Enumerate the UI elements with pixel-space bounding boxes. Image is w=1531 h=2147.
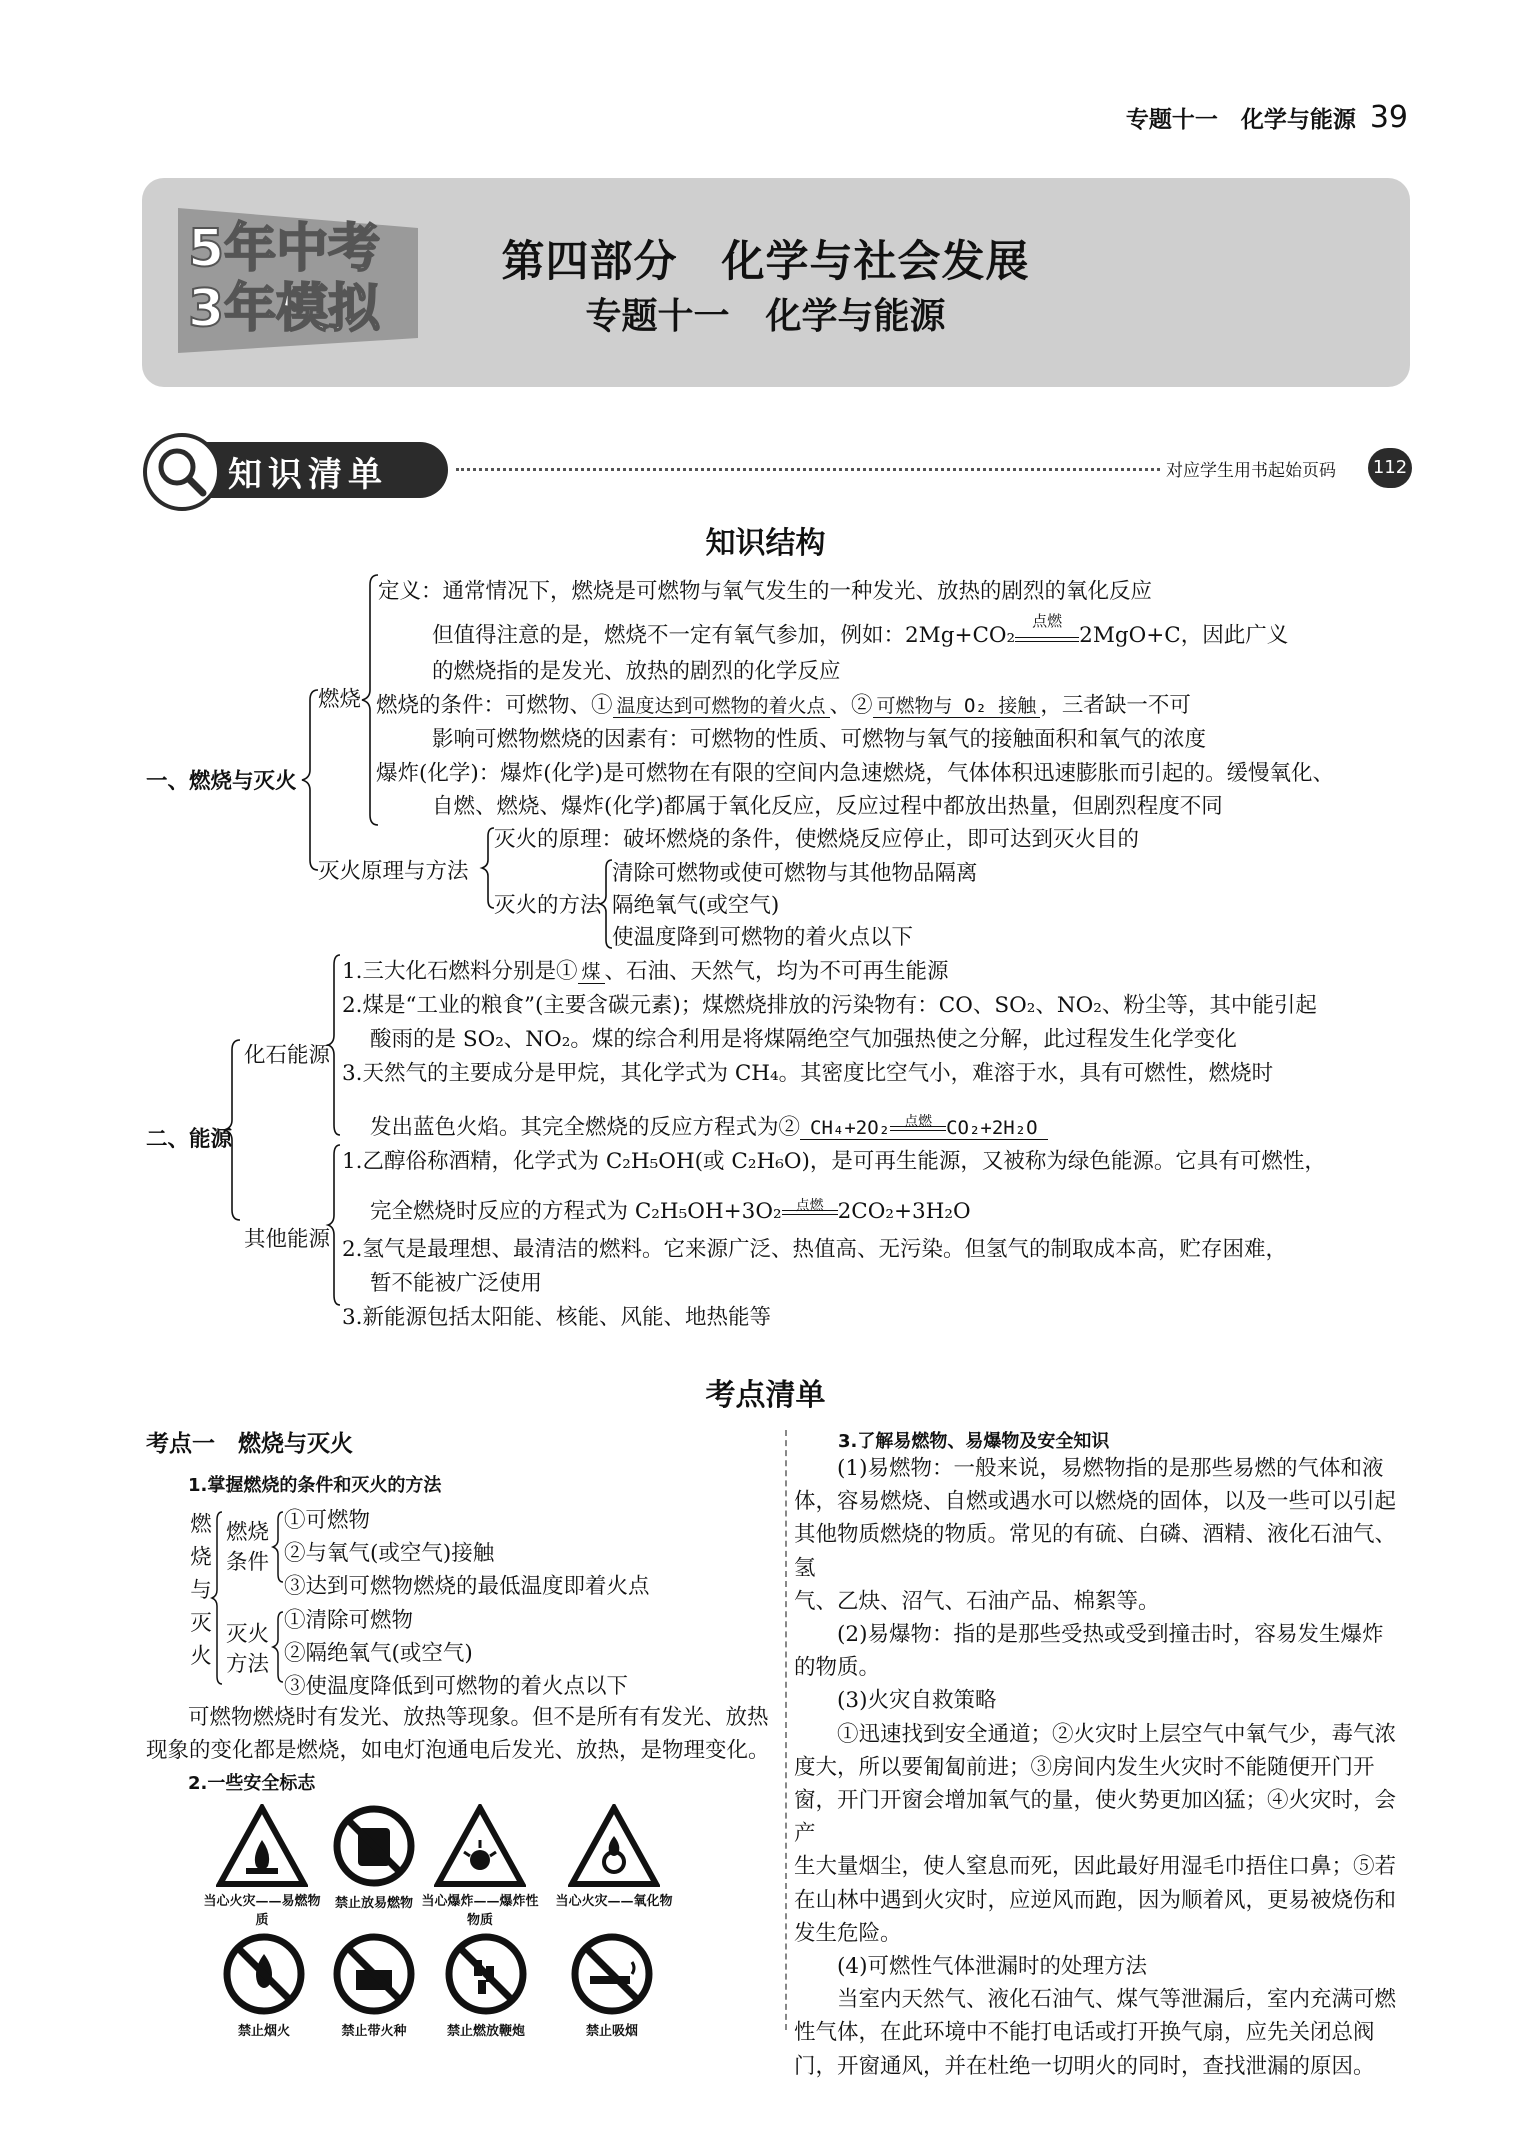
combustion-conditions: 燃烧的条件：可燃物、① 温度达到可燃物的着火点 、② 可燃物与 O₂ 接触 ，三者缺一不可 (376, 693, 1191, 718)
sign-caption: 禁止燃放鞭炮 (446, 2024, 525, 2039)
left-braces (0, 0, 800, 1720)
flammable-warning-icon (216, 1804, 308, 1888)
no-open-flame-icon (222, 1932, 306, 2016)
extinguish-principle: 灭火的原理：破坏燃烧的条件，使燃烧反应停止，即可达到灭火目的 (494, 827, 1140, 852)
sign-caption: 禁止烟火 (237, 2024, 290, 2039)
other-energy-label: 其他能源 (244, 1227, 331, 1252)
extinguish-methods-label-2: 灭火 方法 (226, 1622, 270, 1677)
sign-caption: 禁止带火种 (341, 2024, 407, 2039)
combustion-label: 燃烧 (318, 687, 362, 712)
fossil-2b: 酸雨的是 SO₂、NO₂。煤的综合利用是将煤隔绝空气加强热使之分解，此过程发生化学变化 (370, 1027, 1237, 1052)
extinguish-label: 灭火原理与方法 (318, 859, 469, 884)
fossil-3a: 3.天然气的主要成分是甲烷，其化学式为 CH₄。其密度比空气小，难溶于水，具有可燃性，燃烧时 (342, 1061, 1274, 1086)
note-line-1: 可燃物燃烧时有发光、放热等现象。但不是所有有发光、放热 (188, 1705, 769, 1730)
section-label: 知识清单 (228, 455, 388, 495)
conditions-label: 燃烧 条件 (226, 1520, 270, 1575)
start-page-note: 对应学生用书起始页码 (1166, 461, 1336, 481)
extinguish-method-2: 隔绝氧气(或空气) (612, 893, 780, 918)
fossil-2a: 2.煤是“工业的粮食”(主要含碳元素)；煤燃烧排放的污染物有：CO、SO₂、NO₂、粉尘等，其中能引起 (342, 993, 1317, 1018)
extinguish-methods-list: ①清除可燃物 ②隔绝氧气(或空气) ③使温度降低到可燃物的着火点以下 (284, 1608, 629, 1699)
other-2b: 暂不能被广泛使用 (370, 1271, 543, 1296)
sign-caption: 禁止吸烟 (585, 2024, 638, 2039)
other-1a: 1.乙醇俗称酒精，化学式为 C₂H₅OH(或 C₂H₆O)，是可再生能源，又被称为绿色能源。它具有可燃性， (342, 1149, 1326, 1174)
combustion-definition: 定义：通常情况下，燃烧是可燃物与氧气发生的一种发光、放热的剧烈的氧化反应 (378, 579, 1153, 604)
other-1b: 完全燃烧时反应的方程式为 C₂H₅OH+3O₂ 点燃 2CO₂+3H₂O (370, 1197, 971, 1224)
subhead-1: 1.掌握燃烧的条件和灭火的方法 (188, 1475, 442, 1496)
no-flammable-storage-icon (332, 1804, 416, 1888)
answer-1: 温度达到可燃物的着火点 (613, 695, 830, 718)
answer-methane-equation: CH₄+2O₂ 点燃 CO₂+2H₂O (800, 1117, 1048, 1140)
sign-caption: 当心爆炸——爆炸性物质 (421, 1894, 539, 1928)
combustion-note-1: 但值得注意的是，燃烧不一定有氧气参加，例如：2Mg+CO₂ 点燃 2MgO+C，因此广义 (432, 612, 1289, 648)
running-title: 专题十一 化学与能源 (1125, 107, 1356, 133)
oxidizer-warning-icon (568, 1804, 660, 1888)
combustion-note-2: 的燃烧指的是发光、放热的剧烈的化学反应 (432, 659, 841, 684)
no-kindling-icon (332, 1932, 416, 2016)
no-smoking-icon (570, 1932, 654, 2016)
exam-heading: 考点清单 (705, 1378, 826, 1413)
fossil-3b: 发出蓝色火焰。其完全燃烧的反应方程式为② CH₄+2O₂ 点燃 CO₂+2H₂O (370, 1112, 1048, 1144)
right-column-text: (1)易燃物：一般来说，易燃物指的是那些易燃的气体和液 体，容易燃烧、自燃或遇水可以燃烧的固体，以及一些可以引起 其他物质燃烧的物质。常见的有硫、白磷、酒精、液化石油气、氢 气、乙炔、沼气、石油产品、棉絮等。 (2)易爆物：指的是那些受热或受到撞击时，容易发生爆炸 的物质。 (3)火灾自救策略 ①迅速找到安全通道；②火灾时上层空气中氧气少，毒气浓 度大，所以要匍匐前进；③房间内发生火灾时不能随便开门开 窗，开门开窗会增加氧气的量，使火势更加凶猛；④火灾时，会产 生大量烟尘，使人窒息而死，因此最好用湿毛巾捂住口鼻；⑤若 在山林中遇到火灾时，应逆风而跑，因为顺着风，更易被烧伤和 发生危险。 (4)可燃性气体泄漏时的处理方法 当室内天然气、液化石油气、煤气等泄漏后，室内充满可燃 性气体，在此环境中不能打电话或打开换气扇，应先关闭总阀 门，开窗通风，并在杜绝一切明火的同时，查找泄漏的原因。 (794, 1456, 1397, 2079)
part-title: 第四部分 化学与社会发展 (501, 237, 1030, 287)
point-title: 考点一 燃烧与灭火 (146, 1431, 353, 1457)
subhead-2: 2.一些安全标志 (188, 1773, 316, 1794)
other-3: 3.新能源包括太阳能、核能、风能、地热能等 (342, 1305, 772, 1330)
start-page-badge: 112 (1368, 448, 1412, 488)
logo-line-1: 5年中考 (188, 219, 381, 279)
sign-caption: 当心火灾——氧化物 (555, 1894, 673, 1909)
combustion-factors: 影响可燃物燃烧的因素有：可燃物的性质、可燃物与氧气的接触面积和氧气的浓度 (432, 727, 1207, 752)
part2-label: 二、能源 (146, 1127, 233, 1152)
extinguish-methods-label: 灭火的方法 (494, 893, 602, 918)
knowledge-heading: 知识结构 (705, 526, 826, 561)
sign-caption: 当心火灾——易燃物质 (203, 1894, 321, 1928)
explosion-line-2: 自燃、燃烧、爆炸(化学)都属于氧化反应，反应过程中都放出热量，但剧烈程度不同 (432, 794, 1223, 819)
combustion-extinguish-vertical-label: 燃 烧 与 灭 火 (190, 1512, 212, 1669)
answer-2: 可燃物与 O₂ 接触 (873, 695, 1041, 718)
subhead-3: 3.了解易燃物、易爆物及安全知识 (838, 1431, 1110, 1452)
part1-label: 一、燃烧与灭火 (146, 769, 297, 794)
conditions-list: ①可燃物 ②与氧气(或空气)接触 ③达到可燃物燃烧的最低温度即着火点 (284, 1508, 650, 1599)
sign-caption: 禁止放易燃物 (334, 1896, 413, 1911)
explosive-warning-icon (434, 1804, 526, 1888)
answer-coal: 煤 (578, 961, 605, 984)
page-number: 39 (1369, 100, 1408, 135)
fossil-1: 1.三大化石燃料分别是① 煤 、石油、天然气，均为不可再生能源 (342, 959, 949, 984)
no-firecrackers-icon (444, 1932, 528, 2016)
other-2a: 2.氢气是最理想、最清洁的燃料。它来源广泛、热值高、无污染。但氢气的制取成本高，贮存困难， (342, 1237, 1288, 1262)
extinguish-method-3: 使温度降到可燃物的着火点以下 (612, 925, 914, 950)
topic-title: 专题十一 化学与能源 (585, 296, 946, 337)
explosion-line-1: 爆炸(化学)：爆炸(化学)是可燃物在有限的空间内急速燃烧，气体体积迅速膨胀而引起的。缓慢氧化、 (376, 761, 1335, 786)
fossil-label: 化石能源 (244, 1043, 331, 1068)
extinguish-method-1: 清除可燃物或使可燃物与其他物品隔离 (612, 861, 978, 886)
note-line-2: 现象的变化都是燃烧，如电灯泡通电后发光、放热，是物理变化。 (146, 1738, 770, 1763)
logo-line-2: 3年模拟 (188, 279, 381, 339)
